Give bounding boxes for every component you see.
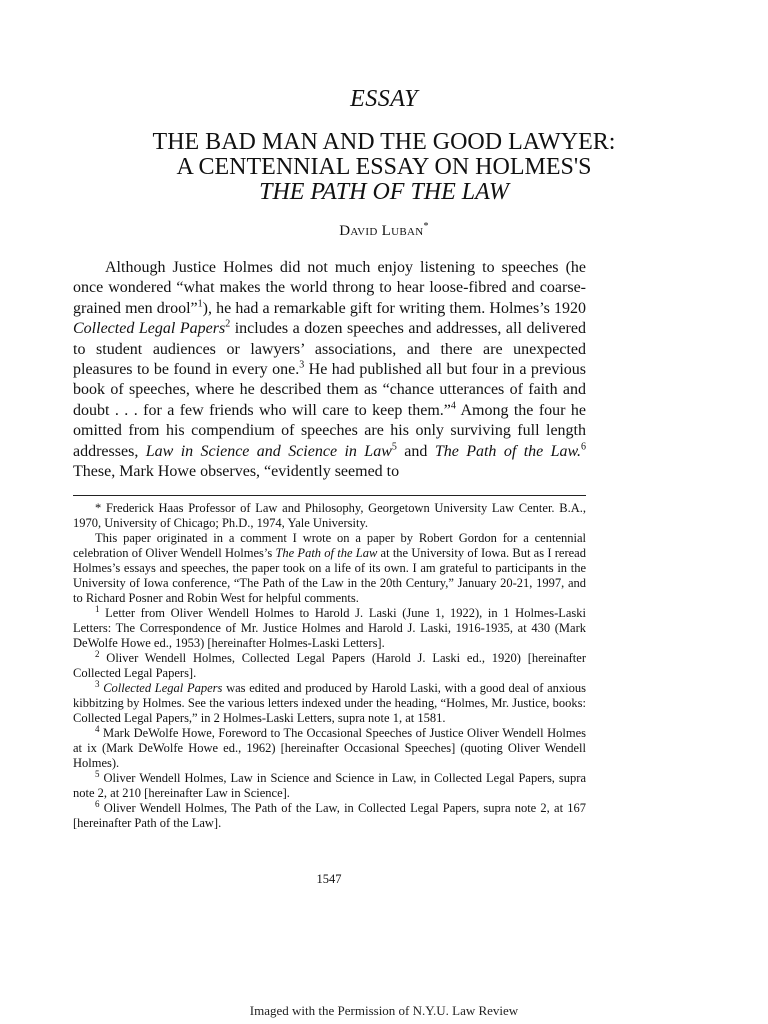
author-name: David Luban <box>339 223 424 239</box>
italic-text: Law in Science and Science in Law <box>145 442 392 460</box>
footnote-reference: 3 <box>95 678 100 689</box>
text-run: * Frederick Haas Professor of Law and Philosophy, Georgetown University Law Center. B.A., 1970, University of Chicago; Ph.D., 1974, Yale University. <box>73 501 586 530</box>
title-line: THE PATH OF THE LAW <box>259 179 509 205</box>
italic-text: . <box>577 442 582 460</box>
text-run: at the University of Iowa. But as I reread Holmes’s essays and speeches, the paper took on a life of its own. I am grateful to participants in the University of Iowa conference, “The Path of the Law in the 20th Century,” January 20-21, 1997, and to Richard Posner and Robin West for helpful comments. <box>73 546 586 605</box>
text-run: was edited and produced by Harold Laski, with a good deal of anxious kibbitzing by Holmes. See the various letters indexed under the heading, “Holmes, Mr. Justice, books: Collected Legal Papers,” in 2 Holmes-Laski Letters, supra note 1, at 1581. <box>73 681 586 725</box>
footnote-reference: 1 <box>95 603 100 614</box>
footnote <box>73 723 586 771</box>
page-number: 1547 <box>316 872 342 886</box>
footnote-reference: 4 <box>450 400 456 412</box>
footnote-divider <box>73 495 586 496</box>
text-run: includes a dozen speeches and addresses, all delivered to student audiences or lawyers’ associations, and there are unexpected pleasures to be found in every one. <box>73 320 586 379</box>
title-line: THE BAD MAN AND THE GOOD LAWYER: <box>152 129 616 155</box>
text-run: Oliver Wendell Holmes, Collected Legal Papers (Harold J. Laski ed., 1920) [hereinafter Collected Legal Papers]. <box>73 651 586 680</box>
text-run: Although Justice Holmes did not much enjoy listening to speeches (he once wondered “what makes the world throng to hear loose-fibred and coarse-grained men drool” <box>73 259 586 317</box>
text-run: Oliver Wendell Holmes, The Path of the Law, in Collected Legal Papers, supra note 2, at 167 [hereinafter Path of the Law]. <box>73 801 586 830</box>
text-run: These, Mark Howe observes, “evidently seemed to <box>73 463 400 481</box>
italic-text: Collected Legal Papers <box>103 681 223 695</box>
text-run: Among the four he omitted from his compendium of speeches are his only surviving full length addresses, <box>73 401 587 460</box>
text-run: Mark DeWolfe Howe, Foreword to The Occasional Speeches of Justice Oliver Wendell Holmes at ix (Mark DeWolfe Howe ed., 1962) [hereinafter Occasional Speeches] (quoting Oliver Wendell Holmes). <box>73 726 586 770</box>
footnote <box>73 768 586 801</box>
permission-notice: Imaged with the Permission of N.Y.U. Law Review <box>249 1003 519 1018</box>
footnote <box>73 603 586 651</box>
footnote-reference: 3 <box>299 359 305 371</box>
footnotes <box>73 501 586 831</box>
footnote-reference: 2 <box>225 318 231 330</box>
text-run: and <box>396 442 435 460</box>
text-run: Letter from Oliver Wendell Holmes to Harold J. Laski (June 1, 1922), in 1 Holmes-Laski Letters: The Correspondence of Mr. Justice Holmes and Harold J. Laski, 1916-1935, at 430 (Mark DeWolfe Howe ed., 1953) [hereinafter Holmes-Laski Letters]. <box>73 606 586 650</box>
text-run: ), he had a remarkable gift for writing them. Holmes’s 1920 <box>202 299 586 317</box>
footnote-reference: 5 <box>95 768 100 779</box>
footnote <box>73 798 586 831</box>
text-run: This paper originated in a comment I wrote on a paper by Robert Gordon for a centennial celebration of Oliver Wendell Holmes’s <box>73 531 586 560</box>
text-run: Oliver Wendell Holmes, Law in Science and Science in Law, in Collected Legal Papers, supra note 2, at 210 [hereinafter Law in Science]. <box>73 771 586 800</box>
section-label: ESSAY <box>350 86 418 112</box>
footnote <box>73 678 586 726</box>
footnote-reference: 2 <box>95 648 100 659</box>
footnote <box>73 648 586 681</box>
footnote-reference: 1 <box>197 298 203 310</box>
italic-text: Collected Legal Papers <box>73 320 226 338</box>
text-run: He had published all but four in a previous book of speeches, where he described them as “chance utterances of faith and doubt . . . for a few friends who will care to keep them.” <box>73 361 586 419</box>
body-paragraph <box>73 258 586 482</box>
footnote-reference: 6 <box>95 798 100 809</box>
footnote-reference: 5 <box>391 441 397 453</box>
article-title <box>60 130 708 205</box>
footnote <box>73 531 586 606</box>
italic-text: The Path of the Law <box>434 442 578 460</box>
footnote-reference: 6 <box>581 441 587 453</box>
footnote <box>73 501 586 531</box>
author-byline <box>0 221 768 240</box>
italic-text: The Path of the Law <box>275 546 378 560</box>
body-text <box>73 258 586 482</box>
author-footnote-mark: * <box>423 221 429 232</box>
title-line: A CENTENNIAL ESSAY ON HOLMES'S <box>176 154 592 180</box>
footnote-reference: 4 <box>95 723 100 734</box>
